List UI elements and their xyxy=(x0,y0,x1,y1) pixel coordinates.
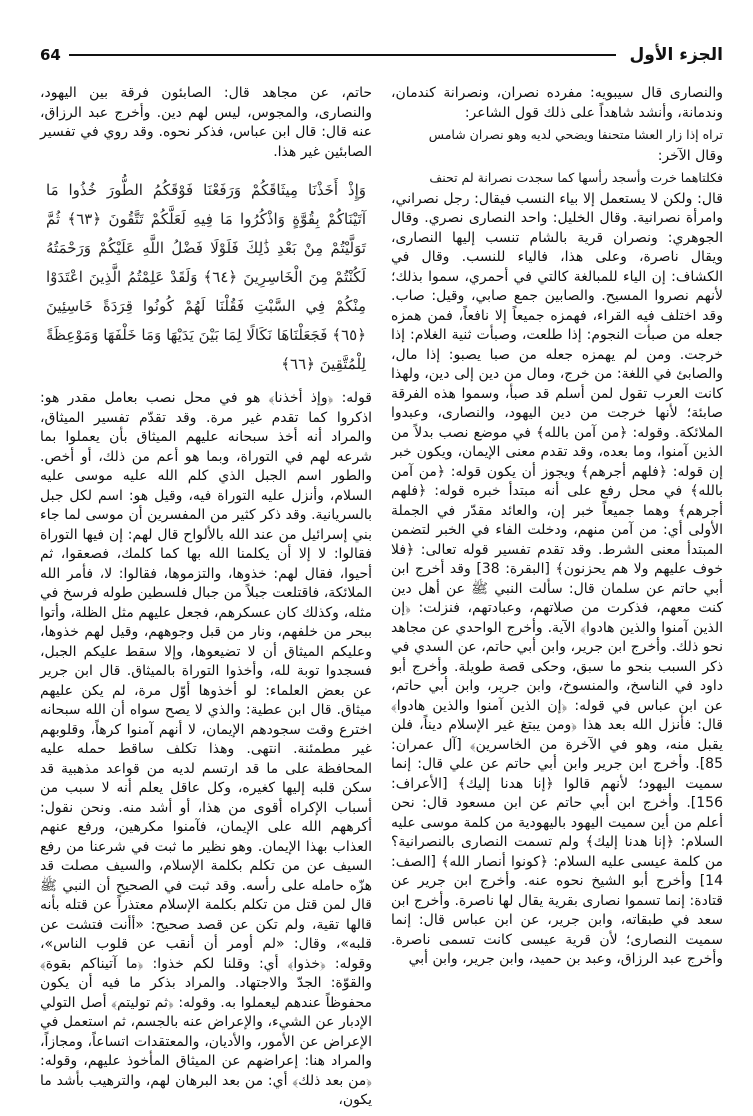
left-body: قوله: ﴿وإذ أخذنا﴾ هو في محل نصب بعامل مقدر هو: اذكروا كما تقدم غير مرة. وقد تقدّم تفسير الميثاق، والمراد أنه أخذ سبحانه عليهم الميثاق بأن يعملوا بما شرعه لهم في التوراة، وبما هو أعم من ذلك، أو أخص. والطور اسم الجبل الذي كلم الله عليه موسى عليه السلام، وأنزل عليه التوراة فيه، وقيل هو: اسم لكل جبل بالسريانية. وقد ذكر كثير من المفسرين أن موسى لما جاء بني إسرائيل من عند الله بالألواح قال لهم: إن فيها التوراة فقالوا: لا إلا أن يكلمنا الله بها كما كلمك، فصعقوا، ثم أحيوا، فقال لهم: خذوها، والتزموها، فقالوا: لا، فأمر الله الملائكة، فاقتلعت جبلاً من جبال فلسطين طوله فرسخ في مثله، وكذلك كان عسكرهم، فجعل عليهم مثل الظلة، وأتوا ببحر من خلفهم، ونار من قبل وجوههم، وقيل لهم خذوها، وعليكم الميثاق أن لا تضيعوها، وإلا سقط عليكم الجبل، فسجدوا توبة لله، وأخذوا التوراة بالميثاق. قال ابن جرير عن بعض العلماء: لو أخذوها أوّل مرة، لم يكن عليهم ميثاق. قال ابن عطية: والذي لا يصح سواه أن الله سبحانه اخترع وقت سجودهم الإيمان، لا أنهم آمنوا كرهاً، وقلوبهم غير مطمئنة. انتهى. وهذا تكلف ساقط حمله عليه المحافظة على ما قد ارتسم لديه من قواعد مذهبية قد سكن قلبه إليها كغيره، وكل عاقل يعلم أنه لا سبب من أسباب الإكراه أقوى من هذا، أو أشد منه. ونحن نقول: أكرههم الله على الإيمان، فآمنوا مكرهين، ورفع عنهم العذاب بهذا الإيمان. وهو نظير ما ثبت في شرعنا من رفع السيف عن من تكلم بكلمة الإسلام، والسيف مصلت قد هزّه حامله على رأسه. وقد ثبت في الصحيح أن النبي ﷺ قال لمن قتل من تكلم بكلمة الإسلام معتذراً عن قتله بأنه قالها تقية، ولم تكن عن قصد صحيح: «أأنت فتشت عن قلبه»، وقال: «لم أومر أن أنقب عن قلوب الناس»، وقوله: ﴿خذوا﴾ أي: وقلنا لكم خذوا: ﴿ما آتيناكم بقوة﴾ والقوّة: الجدّ والاجتهاد. والمراد بذكر ما فيه أن يكون محفوظاً عندهم ليعملوا به. وقوله: ﴿ثم توليتم﴾ أصل التولي الإدبار عن الشيء، والإعراض عنه بالجسم، ثم استعمل في الإعراض عن الأمور، والأديان، والمعتقدات اتساعاً، ومجازاً، والمراد هنا: إعراضهم عن الميثاق المأخوذ عليهم، وقوله: ﴿من بعد ذلك﴾ أي: من بعد البرهان لهم، والترهيب بأشد ما يكون، xyxy=(40,390,372,1108)
header-rule xyxy=(69,54,616,56)
part-title: الجزء الأول xyxy=(629,45,723,65)
poem-intro: وقال الآخر: xyxy=(657,147,723,164)
quran-verse-block: وَإِذْ أَخَذْنَا مِيثَاقَكُمْ وَرَفَعْنَا فَوْقَكُمُ الطُّورَ خُذُوا مَا آتَيْنَاكُمْ بِقُوَّةٍ وَاذْكُرُوا مَا فِيهِ لَعَلَّكُمْ تَتَّقُونَ ﴿٦٣﴾ ثُمَّ تَوَلَّيْتُمْ مِنْ بَعْدِ ذَٰلِكَ فَلَوْلَا فَضْلُ اللَّهِ عَلَيْكُمْ وَرَحْمَتُهُ لَكُنْتُمْ مِنَ الْخَاسِرِينَ ﴿٦٤﴾ وَلَقَدْ عَلِمْتُمُ الَّذِينَ اعْتَدَوْا مِنْكُمْ فِي السَّبْتِ فَقُلْنَا لَهُمْ كُونُوا قِرَدَةً خَاسِئِينَ ﴿٦٥﴾ فَجَعَلْنَاهَا نَكَالًا لِمَا بَيْنَ يَدَيْهَا وَمَا خَلْفَهَا وَمَوْعِظَةً لِلْمُتَّقِينَ ﴿٦٦﴾ xyxy=(46,181,367,373)
left-intro: حاتم، عن مجاهد قال: الصابئون فرقة بين اليهود، والنصارى، والمجوس، ليس لهم دين. وأخرج عبد الرزاق، عنه قال: قال ابن عباس، فذكر نحوه. وقد روي في تفسير الصابئين غير هذا. xyxy=(40,85,372,160)
right-column xyxy=(391,84,723,1096)
poem-verse-1: تراه إذا زار العشا متحنفا ويضحي لديه وهو نصران شامس xyxy=(428,127,723,142)
left-column xyxy=(40,84,372,1108)
poem-verse-2: فكلتاهما خرت وأسجد رأسها كما سجدت نصرانة لم تحنف xyxy=(429,170,723,185)
page-number: 64 xyxy=(40,46,61,64)
right-intro: والنصارى قال سيبويه: مفرده نصران، ونصرانة كندمان، وندمانة، وأنشد شاهداً على ذلك قول الشاعر: xyxy=(391,85,723,121)
page-header xyxy=(40,40,723,70)
right-body: قال: ولكن لا يستعمل إلا بياء النسب فيقال: رجل نصراني، وامرأة نصرانية. وقال الخليل: واحد النصارى نصري. وقال الجوهري: ونصران قرية بالشام تنسب إليها النصارى، ويقال ناصرة، وعلى هذا، فالياء للنسب. وقال في الكشاف: إن الياء للمبالغة كالتي في أحمري، سموا بذلك؛ لأنهم نصروا المسيح. والصابين جمع صابي، وقيل: صاب. وقد اختلف فيه القراء، فهمزه جميعاً إلا نافعاً، فمن همزه جعله من صبأت النجوم: إذا طلعت، وصبأت ثنية الغلام: إذا خرجت. ومن لم يهمزه جعله من صبا يصبو: إذا مال، والصابئ في اللغة: من خرج، ومال من دين إلى دين، ولهذا كانت العرب تقول لمن أسلم قد صبأ، وسموا هذه الفرقة صابئة؛ لأنها خرجت من دين اليهود، والنصارى، وعبدوا الملائكة. وقوله: ﴿من آمن بالله﴾ في موضع نصب بدلاً من الذين آمنوا، وما بعده، وقد تقدم معنى الإيمان، ويكون خبر إن قوله: ﴿فلهم أجرهم﴾ ويجوز أن يكون قوله: ﴿من آمن بالله﴾ في محل رفع على أنه مبتدأ خبره قوله: ﴿فلهم أجرهم﴾ وهما جميعاً خبر إن، والعائد مقدّر في الجملة الأولى أي: من آمن منهم، ودخلت الفاء في الخبر لتضمن المبتدأ معنى الشرط. وقد تقدم تفسير قوله تعالى: ﴿فلا خوف عليهم ولا هم يحزنون﴾ [البقرة: 38] وقد أخرج ابن أبي حاتم عن سلمان قال: سألت النبي ﷺ عن أهل دين كنت معهم، فذكرت من صلاتهم، وعبادتهم، فنزلت: ﴿إن الذين آمنوا والذين هادوا﴾ الآية. وأخرج الواحدي عن مجاهد نحو ذلك. وأخرج ابن جرير، وابن أبي حاتم، عن السدي في ذكر السبب بنحو ما سبق، وحكى قصة طويلة. وأخرج أبو داود في الناسخ، والمنسوخ، وابن جرير، وابن أبي حاتم، عن ابن عباس في قوله: ﴿إن الذين آمنوا والذين هادوا﴾ قال: فأنزل الله بعد هذا ﴿ومن يبتغ غير الإسلام ديناً، فلن يقبل منه، وهو في الآخرة من الخاسرين﴾ [آل عمران: 85]. وأخرج ابن جرير وابن أبي حاتم عن علي قال: إنما سميت اليهود؛ لأنهم قالوا ﴿إنا هدنا إليك﴾ [الأعراف: 156]. وأخرج ابن أبي حاتم عن ابن مسعود قال: نحن أعلم من أين سميت اليهود باليهودية من كلمة موسى عليه السلام: ﴿إنا هدنا إليك﴾ ولم تسمت النصارى بالنصرانية؟ من كلمة عيسى عليه السلام: ﴿كونوا أنصار الله﴾ [الصف: 14] وأخرج أبو الشيخ نحوه عنه. وأخرج ابن جرير عن قتادة: إنما تسموا نصارى بقرية يقال لها ناصرة. وأخرج ابن سعد في طبقاته، وابن جرير، عن ابن عباس قال: إنما سميت النصارى؛ لأن قرية عيسى كانت تسمى ناصرة. وأخرج عبد الرزاق، وعبد بن حميد، وابن جرير، وابن أبي xyxy=(391,190,723,967)
